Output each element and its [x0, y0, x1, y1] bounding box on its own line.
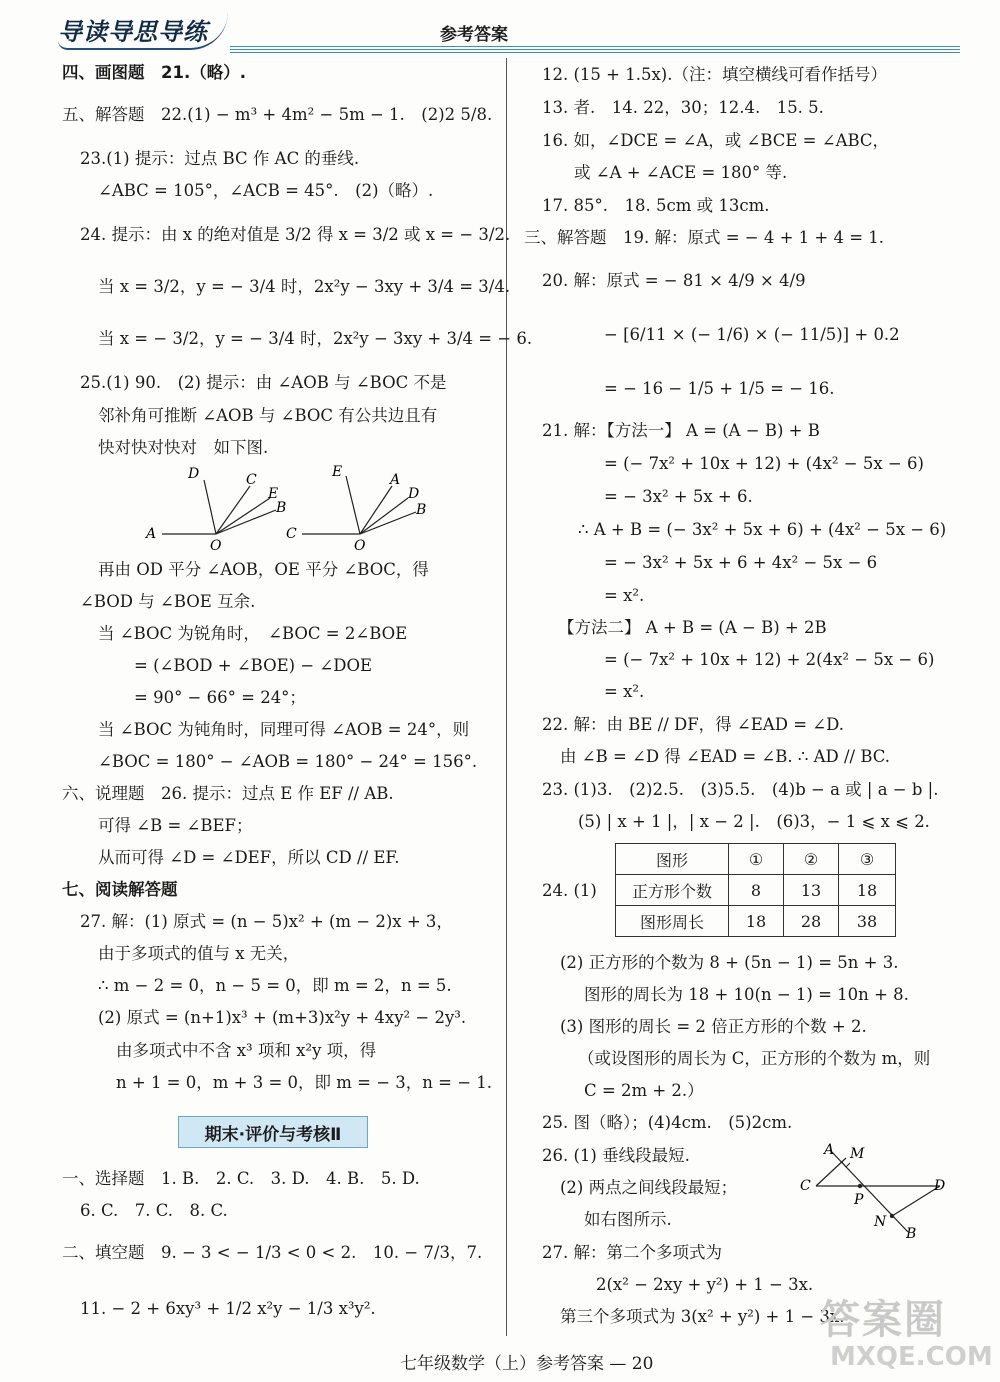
table-cell: 图形周长 [616, 906, 729, 937]
geo-label-d: D [934, 1178, 946, 1194]
answer-line: 22. 解：由 BE // DF，得 ∠EAD = ∠D. [542, 715, 844, 734]
header-rule-1 [230, 46, 960, 47]
fig-label-d: D [408, 486, 420, 502]
answer-line: 从而可得 ∠D = ∠DEF，所以 CD // EF. [98, 848, 400, 867]
table-cell: 38 [839, 906, 896, 937]
answer-line: 23.(1) 提示：过点 BC 作 AC 的垂线. [80, 149, 360, 168]
answer-line: 12. (15 + 1.5x).（注：填空横线可看作括号） [542, 65, 887, 84]
fig-label-a: A [146, 526, 157, 542]
answer-line: 当 x = 3/2，y = − 3/4 时，2x²y − 3xy + 3/4 = 3/4. [98, 277, 511, 296]
page-header [0, 0, 1000, 60]
table-cell: ① [729, 844, 784, 875]
answer-line: 6. C. 7. C. 8. C. [80, 1201, 228, 1220]
answer-line: = x². [604, 682, 645, 701]
table-cell: ③ [839, 844, 896, 875]
answer-line: 由多项式中不含 x³ 项和 x²y 项，得 [116, 1041, 377, 1060]
answer-line: 17. 85°. 18. 5cm 或 13cm. [542, 196, 770, 215]
answer-line: = (− 7x² + 10x + 12) + 2(4x² − 5x − 6) [604, 650, 935, 669]
geo-label-c: C [800, 1178, 811, 1194]
answer-line: (5) | x + 1 |，| x − 2 |. (6)3，− 1 ⩽ x ⩽ 2. [578, 812, 930, 831]
pattern-table [615, 843, 896, 937]
answer-line: 21. 解：【方法一】 A = (A − B) + B [542, 421, 820, 440]
answer-line: 再由 OD 平分 ∠AOB，OE 平分 ∠BOC，得 [98, 560, 429, 579]
answer-line: 一、选择题 1. B. 2. C. 3. D. 4. B. 5. D. [62, 1169, 420, 1188]
table-cell: 18 [729, 906, 784, 937]
answer-line: 24. (1) [542, 881, 597, 900]
answer-line: (2) 两点之间线段最短； [560, 1178, 738, 1197]
answer-line: = (− 7x² + 10x + 12) + (4x² − 5x − 6) [604, 454, 924, 473]
angle-figure-left [144, 466, 286, 552]
geo-label-a: A [824, 1142, 835, 1158]
answer-line: 当 ∠BOC 为锐角时， ∠BOC = 2∠BOE [98, 624, 408, 643]
geo-label-p: P [854, 1192, 864, 1208]
table-row [616, 875, 896, 906]
watermark-url: MXQE.COM [830, 1342, 993, 1372]
answer-line: 2(x² − 2xy + y²) + 1 − 3x. [596, 1275, 814, 1294]
answer-line: 11. − 2 + 6xy³ + 1/2 x²y − 1/3 x³y². [80, 1299, 376, 1318]
answer-line: 可得 ∠B = ∠BEF； [98, 816, 253, 835]
answer-line: 由于多项式的值与 x 无关， [98, 944, 300, 963]
answer-line: − [6/11 × (− 1/6) × (− 11/5)] + 0.2 [604, 325, 900, 344]
answer-line: 27. 解：第二个多项式为 [542, 1243, 722, 1262]
table-row [616, 844, 896, 875]
watermark-logo: 答案圈 [820, 1297, 946, 1343]
page-footer: 七年级数学（上）参考答案 — 20 [400, 1354, 654, 1374]
fig-label-e: E [332, 464, 343, 480]
fig-label-d: D [188, 466, 200, 482]
answer-line: 四、画图题 21.（略）. [62, 63, 246, 82]
answer-line: 五、解答题 22.(1) − m³ + 4m² − 5m − 1. (2)2 5/8. [62, 105, 493, 124]
answer-line: = 90° − 66° = 24°； [134, 688, 306, 707]
answer-line: = (∠BOD + ∠BOE) − ∠DOE [134, 656, 373, 675]
answer-line: ∠ABC = 105°，∠ACB = 45°. (2)（略）. [98, 181, 434, 200]
answer-line: 二、填空题 9. − 3 < − 1/3 < 0 < 2. 10. − 7/3，7. [62, 1243, 483, 1262]
fig-label-a: A [390, 472, 401, 488]
geo-label-m: M [850, 1146, 865, 1162]
fig-label-o: O [210, 538, 222, 552]
answer-line: 由 ∠B = ∠D 得 ∠EAD = ∠B. ∴ AD // BC. [560, 747, 891, 766]
answer-line: 快对快对快对 如下图. [98, 438, 269, 457]
fig-label-c: C [286, 526, 297, 542]
header-rule-3 [230, 52, 960, 53]
table-row [616, 906, 896, 937]
answer-line: 20. 解：原式 = − 81 × 4/9 × 4/9 [542, 271, 806, 290]
answer-line: ∠BOC = 180° − ∠AOB = 180° − 24° = 156°. [98, 752, 478, 771]
angle-figure-right [286, 464, 426, 552]
section-heading: 七、阅读解答题 [62, 880, 178, 899]
answer-line: 或 ∠A + ∠ACE = 180° 等. [574, 163, 788, 182]
answer-line: 26. (1) 垂线段最短. [542, 1146, 690, 1165]
fig-label-e: E [268, 486, 279, 502]
answer-line: 13. 者. 14. 22，30；12.4. 15. 5. [542, 98, 824, 117]
geo-label-b: B [906, 1226, 917, 1242]
table-cell: 正方形个数 [616, 875, 729, 906]
angle-figures [140, 462, 440, 552]
answer-line: 24. 提示：由 x 的绝对值是 3/2 得 x = 3/2 或 x = − 3/2. [80, 225, 511, 244]
answer-line: = x². [604, 586, 645, 605]
table-cell: ② [784, 844, 839, 875]
page-title: 参考答案 [440, 25, 508, 45]
answer-line: 如右图所示. [584, 1210, 672, 1229]
fig-label-b: B [416, 502, 427, 518]
answer-line: 25. 图（略）；(4)4cm. (5)2cm. [542, 1113, 793, 1132]
fig-label-c: C [246, 472, 257, 488]
answer-line: ∴ m − 2 = 0，n − 5 = 0，即 m = 2，n = 5. [98, 976, 452, 995]
answer-line: ∴ A + B = (− 3x² + 5x + 6) + (4x² − 5x − 6) [578, 520, 947, 539]
answer-line: 23. (1)3. (2)2.5. (3)5.5. (4)b − a 或 | a − b |. [542, 780, 939, 799]
answer-line: 当 x = − 3/2，y = − 3/4 时，2x²y − 3xy + 3/4 = − 6. [98, 329, 533, 348]
answer-line: = − 3x² + 5x + 6 + 4x² − 5x − 6 [604, 553, 878, 572]
answer-line: = − 16 − 1/5 + 1/5 = − 16. [604, 379, 835, 398]
answer-line: 27. 解：(1) 原式 = (n − 5)x² + (m − 2)x + 3， [80, 912, 453, 931]
brand-logo: 导读导思导练 [58, 12, 228, 50]
table-cell: 18 [839, 875, 896, 906]
answer-line: 第三个多项式为 3(x² + y²) + 1 − 3x. [560, 1307, 845, 1326]
answer-line: 【方法二】 A + B = (A − B) + 2B [558, 618, 827, 637]
answer-line: (2) 正方形的个数为 8 + (5n − 1) = 5n + 3. [560, 953, 899, 972]
table-cell: 图形 [616, 844, 729, 875]
answer-line: （或设图形的周长为 C，正方形的个数为 m，则 [578, 1049, 931, 1068]
column-divider [506, 58, 507, 1336]
answer-line: = − 3x² + 5x + 6. [604, 487, 753, 506]
answer-line: 六、说理题 26. 提示：过点 E 作 EF // AB. [62, 784, 394, 803]
answer-line: ∠BOD 与 ∠BOE 互余. [80, 592, 256, 611]
header-rule-2 [230, 49, 960, 50]
answer-line: C = 2m + 2.） [584, 1081, 704, 1100]
answer-line: 当 ∠BOC 为钝角时，同理可得 ∠AOB = 24°，则 [98, 720, 470, 739]
fig-label-b: B [276, 500, 287, 516]
answer-line: 邻补角可推断 ∠AOB 与 ∠BOC 有公共边且有 [98, 406, 438, 425]
table-cell: 28 [784, 906, 839, 937]
answer-line: 三、解答题 19. 解：原式 = − 4 + 1 + 4 = 1. [524, 228, 885, 247]
answer-line: 25.(1) 90. (2) 提示：由 ∠AOB 与 ∠BOC 不是 [80, 373, 447, 392]
table-cell: 8 [729, 875, 784, 906]
answer-line: 16. 如，∠DCE = ∠A，或 ∠BCE = ∠ABC， [542, 131, 890, 150]
answer-line: (2) 原式 = (n+1)x³ + (m+3)x²y + 4xy² − 2y³. [98, 1008, 467, 1027]
geo-label-n: N [874, 1214, 887, 1230]
fig-label-o: O [354, 538, 366, 552]
table-cell: 13 [784, 875, 839, 906]
answer-line: 图形的周长为 18 + 10(n − 1) = 10n + 8. [584, 985, 909, 1004]
section-title-box: 期末·评价与考核Ⅱ [178, 1116, 368, 1148]
geometry-figure [794, 1140, 954, 1244]
answer-line: n + 1 = 0，m + 3 = 0，即 m = − 3，n = − 1. [116, 1073, 493, 1092]
answer-line: (3) 图形的周长 = 2 倍正方形的个数 + 2. [560, 1017, 867, 1036]
